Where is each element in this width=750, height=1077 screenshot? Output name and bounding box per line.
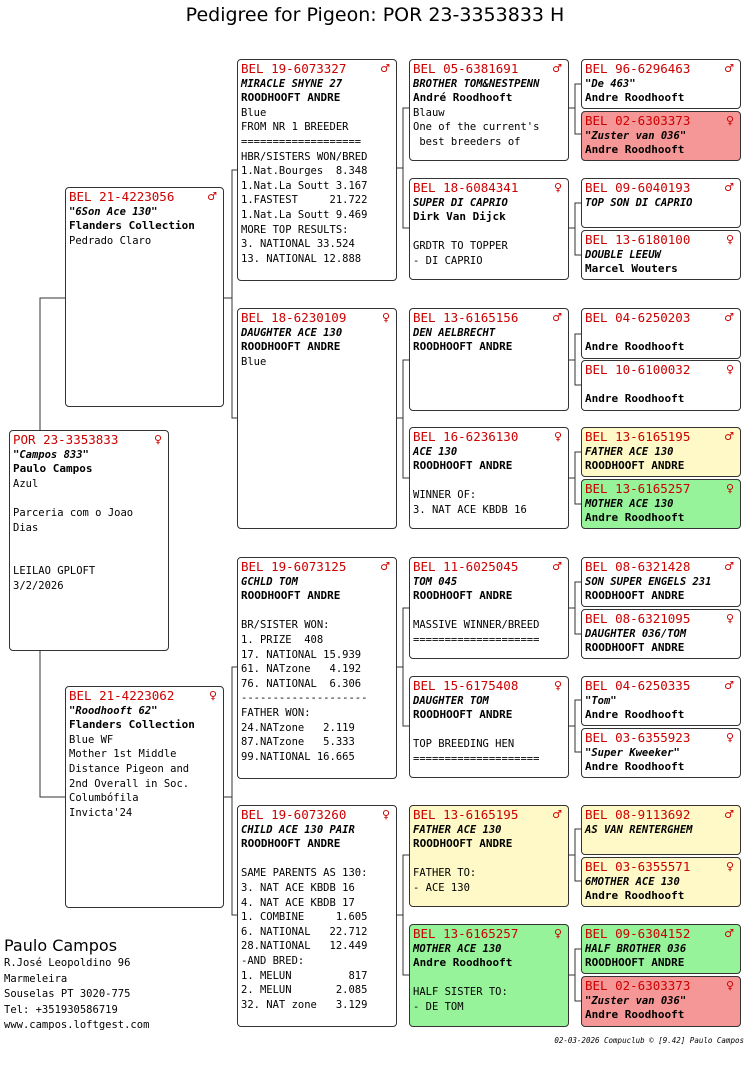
pigeon-card-gen4-5[interactable] — [581, 308, 741, 359]
breeder-phone: Tel: +351930586719 — [4, 1003, 118, 1016]
pigeon-name: "Zuster van 036" — [585, 129, 687, 142]
ring-number: BEL 08-6321095 — [585, 611, 691, 626]
info-line: GRDTR TO TOPPER — [413, 240, 508, 253]
ring-number: BEL 19-6073327 — [241, 61, 347, 76]
info-line — [413, 723, 565, 738]
pigeon-name: DAUGHTER 036/TOM — [585, 627, 687, 640]
info-line: 87.NATzone 5.333 — [241, 736, 355, 749]
info-line: -------------------- — [241, 692, 368, 705]
ring-number: BEL 21-4223056 — [69, 189, 175, 204]
ring-number: BEL 02-6303373 — [585, 978, 691, 993]
pigeon-name: FATHER ACE 130 — [413, 823, 502, 836]
pigeon-name: TOM 045 — [413, 575, 458, 588]
owner-name: Andre Roodhooft — [585, 760, 685, 774]
owner-name: ROODHOOFT ANDRE — [241, 589, 341, 603]
owner-name — [585, 210, 737, 225]
pigeon-name: SON SUPER ENGELS 231 — [585, 575, 712, 588]
info-line: 99.NATIONAL 16.665 — [241, 750, 355, 763]
owner-name: Andre Roodhooft — [585, 708, 685, 722]
pigeon-card-gen4-6[interactable] — [581, 360, 741, 411]
pigeon-card-gen4-13[interactable] — [581, 805, 741, 855]
ring-number: BEL 09-6040193 — [585, 180, 691, 195]
pigeon-name: 6MOTHER ACE 130 — [585, 875, 680, 888]
owner-name — [585, 837, 737, 852]
owner-name: Flanders Collection — [69, 718, 195, 732]
pigeon-name: "Tom" — [585, 694, 617, 707]
pigeon-card-gen4-14[interactable] — [581, 857, 741, 907]
info-line — [241, 604, 393, 619]
ring-number: BEL 11-6025045 — [413, 559, 519, 574]
info-line: 32. NAT zone 3.129 — [241, 998, 368, 1011]
info-line: =================== — [241, 135, 362, 148]
ring-number: BEL 09-6304152 — [585, 926, 691, 941]
pigeon-card-gen3-4[interactable] — [409, 427, 569, 529]
ring-number: BEL 18-6230109 — [241, 310, 347, 325]
info-line: MORE TOP RESULTS: — [241, 223, 349, 236]
info-line — [13, 550, 165, 565]
info-line: 3/2/2026 — [13, 579, 64, 592]
pigeon-card-gen4-7[interactable] — [581, 427, 741, 477]
ring-number: BEL 04-6250203 — [585, 310, 691, 325]
pigeon-card-dam[interactable] — [65, 686, 224, 908]
pigeon-name: DAUGHTER TOM — [413, 694, 489, 707]
sex-icon: ♂ — [207, 190, 217, 203]
pigeon-name: "De 463" — [585, 77, 636, 90]
info-line: 61. NATzone 4.192 — [241, 663, 362, 676]
info-line: Dias — [13, 521, 39, 534]
info-line — [413, 225, 565, 240]
pigeon-name: "Roodhooft 62" — [69, 704, 158, 717]
owner-name: Andre Roodhooft — [585, 889, 685, 903]
breeder-address-line: Souselas PT 3020-775 — [4, 988, 131, 1000]
pigeon-name: MOTHER ACE 130 — [413, 942, 502, 955]
info-line: One of the current's — [413, 121, 540, 134]
info-line: Pedrado Claro — [69, 234, 152, 247]
sex-icon: ♀ — [153, 433, 162, 446]
pigeon-card-gen3-6[interactable] — [409, 676, 569, 778]
sex-icon: ♂ — [724, 679, 734, 692]
pigeon-name: BROTHER TOM&NESTPENN — [413, 77, 540, 90]
breeder-website[interactable]: www.campos.loftgest.com — [4, 1019, 150, 1031]
sex-icon: ♀ — [381, 311, 390, 324]
sex-icon: ♀ — [725, 731, 734, 744]
sex-icon: ♀ — [725, 114, 734, 127]
sex-icon: ♀ — [381, 808, 390, 821]
info-line: 4. NAT ACE KBDB 17 — [241, 896, 355, 909]
owner-name: ROODHOOFT ANDRE — [585, 956, 685, 970]
owner-name: ROODHOOFT ANDRE — [585, 459, 685, 473]
owner-name: ROODHOOFT ANDRE — [413, 459, 513, 473]
pigeon-card-sire-dam[interactable] — [237, 308, 397, 529]
ring-number: BEL 08-9113692 — [585, 807, 691, 822]
info-line: 24.NATzone 2.119 — [241, 721, 355, 734]
pigeon-name: DOUBLE LEEUW — [585, 248, 661, 261]
owner-name: ROODHOOFT ANDRE — [241, 340, 341, 354]
info-line: 3. NAT ACE KBDB 16 — [413, 503, 527, 516]
ring-number: BEL 13-6180100 — [585, 232, 691, 247]
pigeon-card-dam-dam[interactable] — [237, 805, 397, 1027]
info-line: 13. NATIONAL 12.888 — [241, 252, 362, 265]
owner-name: ROODHOOFT ANDRE — [413, 837, 513, 851]
ring-number: BEL 02-6303373 — [585, 113, 691, 128]
pigeon-name: "6Son Ace 130" — [69, 205, 158, 218]
info-line: 1.Nat.La Soutt 9.469 — [241, 208, 368, 221]
info-line — [413, 474, 565, 489]
ring-number: BEL 13-6165257 — [585, 481, 691, 496]
sex-icon: ♀ — [725, 482, 734, 495]
info-line: FROM NR 1 BREEDER — [241, 121, 349, 134]
pigeon-name: HALF BROTHER 036 — [585, 942, 687, 955]
sex-icon: ♀ — [725, 363, 734, 376]
info-line: - ACE 130 — [413, 881, 470, 894]
info-line: 2nd Overall in Soc. — [69, 777, 190, 790]
info-line: Parceria com o Joao — [13, 506, 134, 519]
sex-icon: ♂ — [724, 927, 734, 940]
owner-name: ROODHOOFT ANDRE — [413, 589, 513, 603]
ring-number: BEL 96-6296463 — [585, 61, 691, 76]
info-line: FATHER WON: — [241, 706, 311, 719]
breeder-address-line: Marmeleira — [4, 972, 68, 985]
sex-icon: ♀ — [208, 689, 217, 702]
pigeon-card-gen3-3[interactable] — [409, 308, 569, 411]
info-line: 1. COMBINE 1.605 — [241, 911, 368, 924]
info-line — [413, 971, 565, 986]
owner-name: Andre Roodhooft — [585, 91, 685, 105]
info-line: 6. NATIONAL 22.712 — [241, 925, 368, 938]
pigeon-name: MIRACLE SHYNE 27 — [241, 77, 343, 90]
ring-number: BEL 13-6165156 — [413, 310, 519, 325]
info-line: Azul — [13, 477, 39, 490]
owner-name: Andre Roodhooft — [585, 340, 685, 354]
ring-number: BEL 04-6250335 — [585, 678, 691, 693]
owner-name: ROODHOOFT ANDRE — [413, 340, 513, 354]
ring-number: BEL 15-6175408 — [413, 678, 519, 693]
pigeon-name — [585, 326, 737, 341]
pigeon-card-gen3-1[interactable] — [409, 59, 569, 161]
owner-name: ROODHOOFT ANDRE — [413, 708, 513, 722]
pigeon-name: DAUGHTER ACE 130 — [241, 326, 343, 339]
info-line — [413, 604, 565, 619]
pigeon-name: TOP SON DI CAPRIO — [585, 196, 693, 209]
owner-name: ROODHOOFT ANDRE — [241, 91, 341, 105]
pigeon-name: MOTHER ACE 130 — [585, 497, 674, 510]
owner-name: Andre Roodhooft — [585, 143, 685, 157]
pigeon-name: "Zuster van 036" — [585, 994, 687, 1007]
info-line: MASSIVE WINNER/BREED — [413, 619, 540, 632]
info-line: Distance Pigeon and — [69, 762, 190, 775]
info-line: Mother 1st Middle — [69, 748, 177, 761]
owner-name: Marcel Wouters — [585, 262, 678, 276]
info-line: 28.NATIONAL 12.449 — [241, 940, 368, 953]
sex-icon: ♀ — [553, 927, 562, 940]
ring-number: BEL 19-6073125 — [241, 559, 347, 574]
owner-name: Flanders Collection — [69, 219, 195, 233]
info-line: 17. NATIONAL 15.939 — [241, 648, 362, 661]
info-line: 1. MELUN 817 — [241, 969, 368, 982]
owner-name: Andre Roodhooft — [585, 1008, 685, 1022]
info-line — [241, 852, 393, 867]
pigeon-name: "Campos 833" — [13, 448, 89, 461]
info-line: Blue — [241, 106, 267, 119]
info-line: Blue WF — [69, 733, 114, 746]
pigeon-card-gen4-3[interactable] — [581, 178, 741, 228]
breeder-address-line: R.José Leopoldino 96 — [4, 957, 131, 969]
pigeon-card-gen4-4[interactable] — [581, 230, 741, 280]
sex-icon: ♀ — [725, 860, 734, 873]
ring-number: BEL 18-6084341 — [413, 180, 519, 195]
pigeon-card-gen4-1[interactable] — [581, 59, 741, 109]
owner-name: ROODHOOFT ANDRE — [585, 641, 685, 655]
sex-icon: ♂ — [380, 62, 390, 75]
info-line: 3. NATIONAL 33.524 — [241, 238, 355, 251]
info-line: - DE TOM — [413, 1000, 464, 1013]
info-line: Columbófila — [69, 792, 139, 805]
pigeon-card-gen3-2[interactable] — [409, 178, 569, 280]
info-line: 1.Nat.La Soutt 3.167 — [241, 179, 368, 192]
info-line: 1.Nat.Bourges 8.348 — [241, 165, 368, 178]
info-line: - DI CAPRIO — [413, 254, 483, 267]
pigeon-card-gen3-8[interactable] — [409, 924, 569, 1027]
sex-icon: ♂ — [724, 181, 734, 194]
ring-number: BEL 16-6236130 — [413, 429, 519, 444]
owner-name: Paulo Campos — [13, 462, 93, 476]
info-line: ==================== — [413, 633, 540, 646]
ring-number: BEL 13-6165195 — [585, 429, 691, 444]
sex-icon: ♂ — [724, 430, 734, 443]
info-line — [13, 491, 165, 506]
ring-number: BEL 19-6073260 — [241, 807, 347, 822]
info-line: TOP BREEDING HEN — [413, 738, 515, 751]
sex-icon: ♀ — [553, 679, 562, 692]
owner-name: Dirk Van Dijck — [413, 210, 506, 224]
ring-number: BEL 08-6321428 — [585, 559, 691, 574]
pigeon-card-gen3-5[interactable] — [409, 557, 569, 659]
ring-number: BEL 13-6165195 — [413, 807, 519, 822]
pigeon-card-subject[interactable] — [9, 430, 169, 651]
pigeon-card-gen4-16[interactable] — [581, 976, 741, 1027]
sex-icon: ♂ — [724, 311, 734, 324]
pigeon-name: ACE 130 — [413, 445, 458, 458]
info-line: Blauw — [413, 106, 445, 119]
sex-icon: ♂ — [724, 808, 734, 821]
info-line: BR/SISTER WON: — [241, 619, 330, 632]
ring-number: BEL 13-6165257 — [413, 926, 519, 941]
pigeon-name: GCHLD TOM — [241, 575, 298, 588]
pigeon-card-gen3-7[interactable] — [409, 805, 569, 907]
breeder-name: Paulo Campos — [4, 936, 118, 955]
owner-name: Andre Roodhooft — [413, 956, 513, 970]
sex-icon: ♀ — [725, 612, 734, 625]
info-line: best breeders of — [413, 135, 521, 148]
ring-number: BEL 05-6381691 — [413, 61, 519, 76]
info-line: 1. PRIZE 408 — [241, 633, 324, 646]
pigeon-card-gen4-9[interactable] — [581, 557, 741, 607]
ring-number: BEL 03-6355923 — [585, 730, 691, 745]
page-title: Pedigree for Pigeon: POR 23-3353833 H — [185, 4, 565, 26]
pigeon-card-sire[interactable] — [65, 187, 224, 407]
ring-number: POR 23-3353833 — [13, 432, 119, 447]
info-line: FATHER TO: — [413, 867, 477, 880]
owner-name: André Roodhooft — [413, 91, 513, 105]
pigeon-card-gen4-15[interactable] — [581, 924, 741, 974]
pigeon-card-gen4-10[interactable] — [581, 609, 741, 659]
sex-icon: ♂ — [552, 560, 562, 573]
pigeon-name: "Super Kweeker" — [585, 746, 680, 759]
sex-icon: ♂ — [552, 62, 562, 75]
sex-icon: ♀ — [553, 181, 562, 194]
pigeon-name: DEN AELBRECHT — [413, 326, 496, 339]
info-line: SAME PARENTS AS 130: — [241, 867, 368, 880]
pigeon-name: SUPER DI CAPRIO — [413, 196, 508, 209]
info-line: 76. NATIONAL 6.306 — [241, 677, 362, 690]
sex-icon: ♀ — [725, 233, 734, 246]
info-line: Invicta'24 — [69, 806, 133, 819]
sex-icon: ♂ — [380, 560, 390, 573]
sex-icon: ♂ — [552, 808, 562, 821]
info-line: 2. MELUN 2.085 — [241, 984, 368, 997]
ring-number: BEL 21-4223062 — [69, 688, 175, 703]
info-line: 3. NAT ACE KBDB 16 — [241, 881, 355, 894]
info-line: LEILAO GPLOFT — [13, 565, 96, 578]
owner-name: ROODHOOFT ANDRE — [585, 589, 685, 603]
info-line — [413, 852, 565, 867]
breeder-info — [4, 936, 234, 1034]
print-footer: 02-03-2026 Compuclub © [9.42] Paulo Campos — [554, 1036, 744, 1045]
info-line: Blue — [241, 355, 267, 368]
info-line — [13, 535, 165, 550]
owner-name: ROODHOOFT ANDRE — [241, 837, 341, 851]
info-line: HBR/SISTERS WON/BRED — [241, 150, 368, 163]
owner-name: Andre Roodhooft — [585, 511, 685, 525]
pigeon-name: AS VAN RENTERGHEM — [585, 823, 693, 836]
info-line: 1.FASTEST 21.722 — [241, 194, 368, 207]
pigeon-card-sire-sire[interactable] — [237, 59, 397, 281]
info-line: HALF SISTER TO: — [413, 986, 508, 999]
ring-number: BEL 03-6355571 — [585, 859, 691, 874]
pigeon-name: CHILD ACE 130 PAIR — [241, 823, 355, 836]
pigeon-card-gen4-2[interactable] — [581, 111, 741, 161]
pigeon-name — [585, 378, 737, 393]
pigeon-card-gen4-11[interactable] — [581, 676, 741, 726]
sex-icon: ♂ — [552, 311, 562, 324]
pigeon-card-gen4-8[interactable] — [581, 479, 741, 529]
owner-name: Andre Roodhooft — [585, 392, 685, 406]
info-line: ==================== — [413, 752, 540, 765]
sex-icon: ♂ — [724, 560, 734, 573]
sex-icon: ♂ — [724, 62, 734, 75]
pigeon-name: FATHER ACE 130 — [585, 445, 674, 458]
pigeon-card-gen4-12[interactable] — [581, 728, 741, 778]
sex-icon: ♀ — [553, 430, 562, 443]
info-line: -AND BRED: — [241, 954, 305, 967]
sex-icon: ♀ — [725, 979, 734, 992]
info-line: WINNER OF: — [413, 489, 477, 502]
ring-number: BEL 10-6100032 — [585, 362, 691, 377]
pigeon-card-dam-sire[interactable] — [237, 557, 397, 779]
